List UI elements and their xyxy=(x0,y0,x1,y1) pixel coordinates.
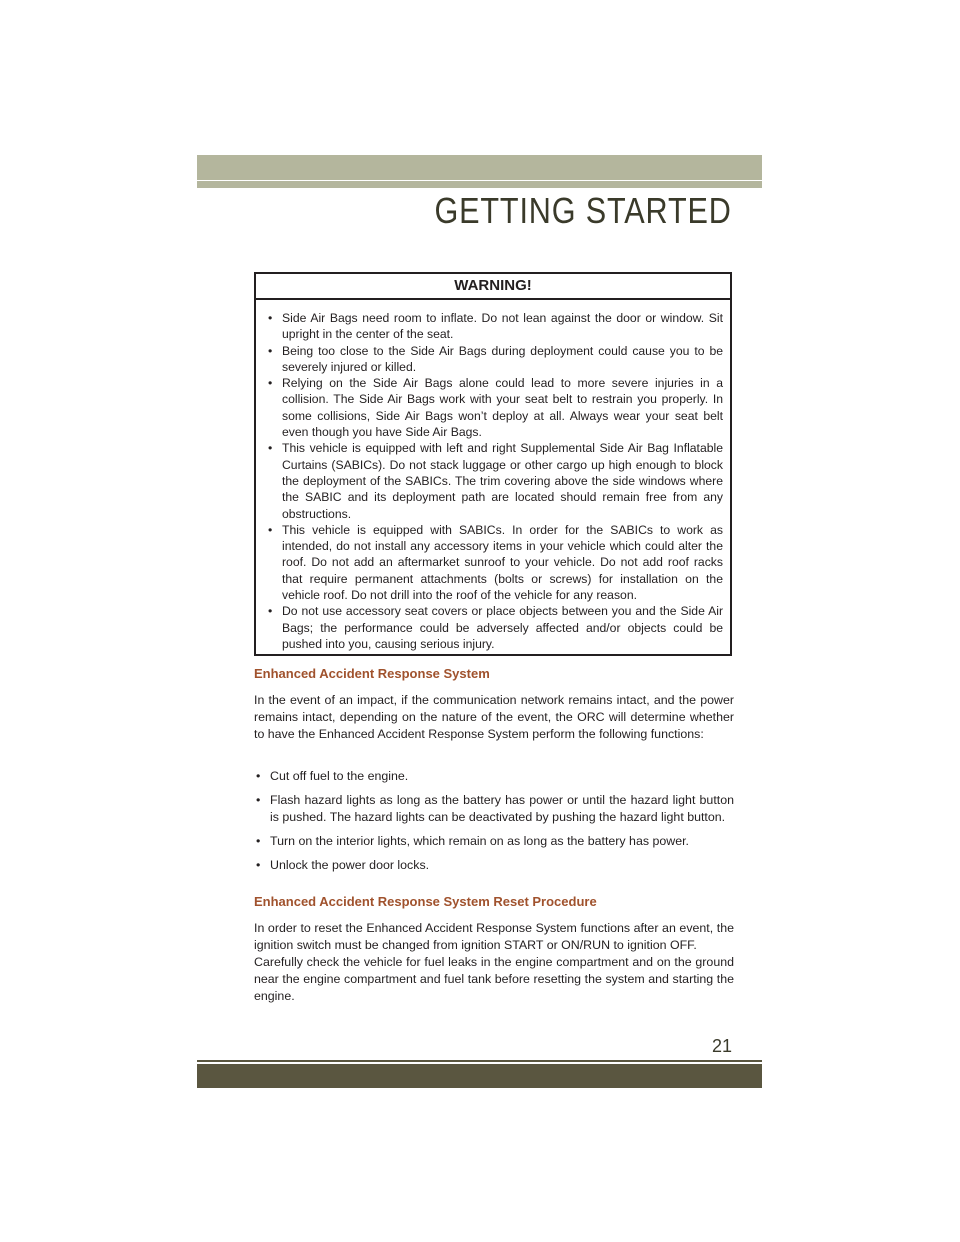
list-item: • Turn on the interior lights, which remain on as long as the battery has power. xyxy=(254,833,734,850)
warning-title: WARNING! xyxy=(256,274,730,300)
paragraph-ears-intro: In the event of an impact, if the communication network remains intact, and the power remains intact, depending on the nature of the event, the ORC will determine whether to have the Enhanced Accident Response System perform the following functions: xyxy=(254,693,734,741)
footer-rule xyxy=(197,1060,762,1062)
header-band xyxy=(197,155,762,180)
warning-item: • This vehicle is equipped with left and right Supplemental Side Air Bag Inflatable Curtains (SABICs). Do not stack luggage or other cargo up high enough to block the deployment of the SABICs. The trim covering above the side windows where the SABIC and its deployment path are located should remain free from any obstructions. xyxy=(268,440,723,521)
warning-item: • This vehicle is equipped with SABICs. In order for the SABICs to work as intended, do not install any accessory items in your vehicle which could alter the roof. Do not add an aftermarket sunroof to your vehicle. Do not add roof racks that require permanent attachments (bolts or screws) for installation on the vehicle roof. Do not drill into the roof of the vehicle for any reason. xyxy=(268,522,723,603)
paragraph-reset-1: In order to reset the Enhanced Accident Response System functions after an event, the ignition switch must be changed from ignition START or ON/RUN to ignition OFF. xyxy=(254,921,734,952)
section-heading-ears: Enhanced Accident Response System xyxy=(254,666,490,681)
warning-item: • Do not use accessory seat covers or place objects between you and the Side Air Bags; the performance could be adversely affected and/or objects could be pushed into you, causing serious injury. xyxy=(268,603,723,652)
paragraph-reset-2: Carefully check the vehicle for fuel leaks in the engine compartment and on the ground near the engine compartment and fuel tank before resetting the system and starting the engine. xyxy=(254,955,734,1003)
section-heading-reset: Enhanced Accident Response System Reset Procedure xyxy=(254,894,597,909)
list-item: • Unlock the power door locks. xyxy=(254,857,734,874)
list-item: • Flash hazard lights as long as the battery has power or until the hazard light button is pushed. The hazard lights can be deactivated by pushing the hazard light button. xyxy=(254,792,734,826)
list-item: • Cut off fuel to the engine. xyxy=(254,768,734,785)
footer-band xyxy=(197,1064,762,1088)
page-number: 21 xyxy=(711,1036,732,1056)
warning-item: • Relying on the Side Air Bags alone could lead to more severe injuries in a collision. The Side Air Bags work with your seat belt to restrain you properly. In some collisions, Side Air Bags won’t deploy at all. Always wear your seat belt even though you have Side Air Bags. xyxy=(268,375,723,440)
warning-item: • Side Air Bags need room to inflate. Do not lean against the door or window. Sit upright in the center of the seat. xyxy=(268,310,723,343)
warning-list xyxy=(256,300,730,652)
function-list xyxy=(254,768,734,881)
warning-item: • Being too close to the Side Air Bags during deployment could cause you to be severely injured or killed. xyxy=(268,343,723,376)
section-title: GETTING STARTED xyxy=(434,190,732,231)
header-rule xyxy=(197,181,762,188)
warning-box xyxy=(254,272,732,656)
